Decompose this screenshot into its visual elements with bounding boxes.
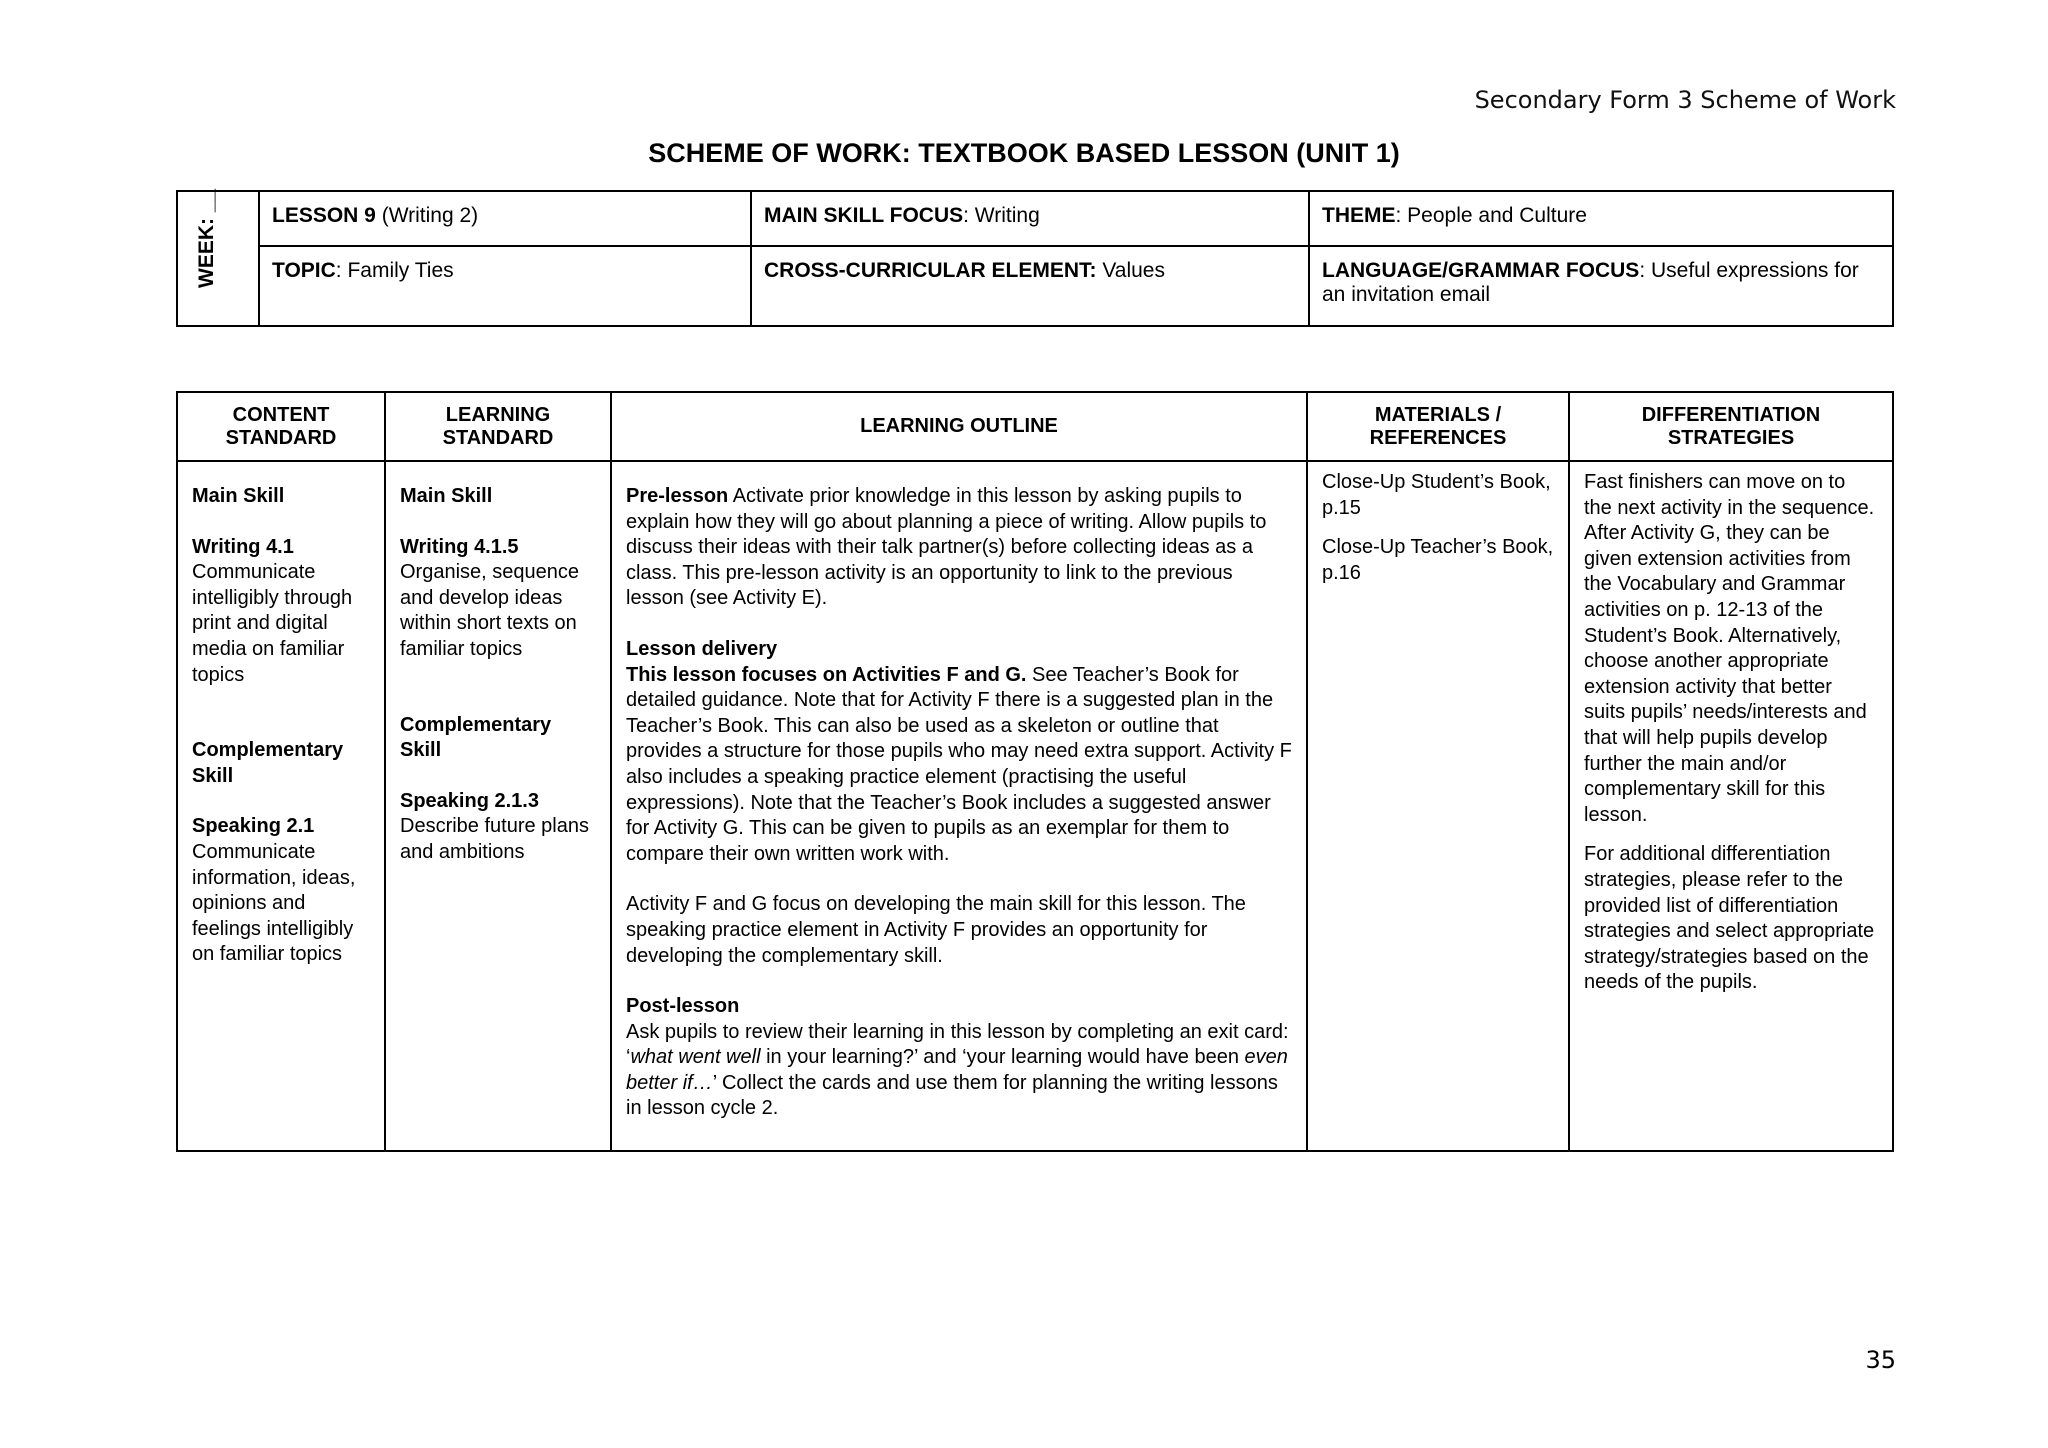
lesson-delivery-paragraph: [626, 663, 1292, 868]
document-header: Secondary Form 3 Scheme of Work: [1474, 86, 1896, 114]
skill-focus-paragraph: Activity F and G focus on developing the main skill for this lesson. The speaking practice element in Activity F provides an opportunity for developing the complementary skill.: [626, 893, 1246, 967]
pre-lesson-paragraph: [626, 484, 1292, 612]
main-skill-cell: [751, 191, 1309, 246]
language-focus-label: LANGUAGE/GRAMMAR FOCUS: [1322, 259, 1640, 282]
col-header-differentiation: DIFFERENTIATION STRATEGIES: [1569, 392, 1893, 461]
ls-comp-code: Speaking 2.1.3: [400, 789, 539, 812]
week-cell: [177, 188, 259, 326]
theme-cell: [1309, 191, 1893, 246]
learning-outline-cell: [611, 461, 1307, 1151]
col-header-materials: MATERIALS / REFERENCES: [1307, 392, 1569, 461]
cs-comp-text: Communicate information, ideas, opinions and feelings intelligibly on familiar topics: [192, 840, 356, 966]
topic-value: : Family Ties: [335, 259, 454, 282]
ls-main-code: Writing 4.1.5: [400, 535, 519, 558]
language-focus-cell: [1309, 246, 1893, 326]
language-focus-value: : Useful expressions for an invitation email: [1322, 259, 1859, 306]
material-item: Close-Up Teacher’s Book, p.16: [1322, 536, 1554, 584]
post-lesson-italic-2: even better if…: [626, 1046, 1288, 1094]
theme-value: : People and Culture: [1395, 204, 1587, 227]
col-header-learning-standard: LEARNING STANDARD: [385, 392, 611, 461]
lesson-cell: [259, 191, 751, 246]
post-lesson-paragraph: [626, 1020, 1292, 1122]
week-label: WEEK: __: [195, 188, 218, 288]
cs-main-skill-heading: Main Skill: [192, 485, 285, 507]
post-lesson-label: Post-lesson: [626, 995, 740, 1018]
col-header-learning-outline: LEARNING OUTLINE: [611, 392, 1307, 461]
pre-lesson-text: Activate prior knowledge in this lesson by asking pupils to explain how they will go about planning a piece of writing. Allow pupils to discuss their ideas with their talk partner(s) before collecting ideas as a class. This pre-lesson activity is an opportunity to link to the previous lesson (see Activity E).: [626, 485, 1267, 610]
learning-standard-cell: [385, 461, 611, 1151]
theme-label: THEME: [1322, 204, 1396, 227]
ls-comp-skill-heading: Complementary Skill: [400, 713, 552, 762]
differentiation-cell: [1569, 461, 1893, 1151]
cs-main-code: Writing 4.1: [192, 535, 294, 558]
pre-lesson-label: Pre-lesson: [626, 485, 729, 507]
topic-label: TOPIC: [272, 259, 336, 282]
post-lesson-italic-1: what went well: [630, 1046, 761, 1069]
cross-curricular-value: Values: [1096, 259, 1165, 282]
post-lesson-text-2: in your learning?’ and ‘your learning would have been: [760, 1046, 1245, 1069]
page-number: 35: [1865, 1346, 1896, 1374]
ls-main-skill-heading: Main Skill: [400, 485, 493, 507]
differentiation-paragraph: Fast finishers can move on to the next activity in the sequence. After Activity G, they can be given extension activities from the Vocabulary and Grammar activities on p. 12-13 of the Student’s Book. Alternatively, choose another appropriate extension activity that better suits pupils’ needs/interests and that will help pupils develop further the main and/or complementary skill for this lesson.: [1584, 471, 1875, 826]
main-skill-label: MAIN SKILL FOCUS: [764, 204, 964, 227]
material-item: Close-Up Student’s Book, p.15: [1322, 471, 1551, 519]
post-lesson-text-1: Ask pupils to review their learning in this lesson by completing an exit card: ‘: [626, 1020, 1289, 1069]
col-header-content-standard: CONTENT STANDARD: [177, 392, 385, 461]
main-skill-value: : Writing: [963, 204, 1040, 227]
topic-cell: [259, 246, 751, 326]
cs-main-text: Communicate intelligibly through print and digital media on familiar topics: [192, 561, 353, 686]
ls-main-text: Organise, sequence and develop ideas within short texts on familiar topics: [400, 561, 580, 660]
cs-comp-code: Speaking 2.1: [192, 815, 315, 838]
lesson-delivery-text: See Teacher’s Book for detailed guidance. Note that for Activity F there is a suggested plan in the Teacher’s Book. This can also be used as a skeleton or outline that provides a structure for those pupils who may need extra support. Activity F also includes a speaking practice element (practising the useful expressions). Note that the Teacher’s Book includes a suggested answer for Activity G. This can be given to pupils as an exemplar for them to compare their own written work with.: [626, 663, 1292, 865]
ls-comp-text: Describe future plans and ambitions: [400, 815, 589, 863]
cross-curricular-label: CROSS-CURRICULAR ELEMENT:: [764, 259, 1097, 282]
differentiation-paragraph: For additional differentiation strategies, please refer to the provided list of differentiation strategies and select appropriate strategy/strategies based on the needs of the pupils.: [1584, 843, 1875, 994]
content-standard-cell: [177, 461, 385, 1151]
lesson-delivery-label: Lesson delivery: [626, 637, 778, 660]
lesson-value: (Writing 2): [375, 204, 479, 227]
lesson-info-table: [176, 190, 1894, 327]
lesson-label: LESSON 9: [272, 204, 376, 227]
page-title: SCHEME OF WORK: TEXTBOOK BASED LESSON (UNIT 1): [648, 138, 1400, 168]
cs-comp-skill-heading: Complementary Skill: [192, 739, 344, 787]
lesson-delivery-bold: This lesson focuses on Activities F and G.: [626, 663, 1027, 686]
lesson-plan-table: [176, 391, 1894, 1152]
post-lesson-text-3: ’ Collect the cards and use them for planning the writing lessons in lesson cycle 2.: [626, 1071, 1278, 1120]
cross-curricular-cell: [751, 246, 1309, 326]
materials-cell: [1307, 461, 1569, 1151]
